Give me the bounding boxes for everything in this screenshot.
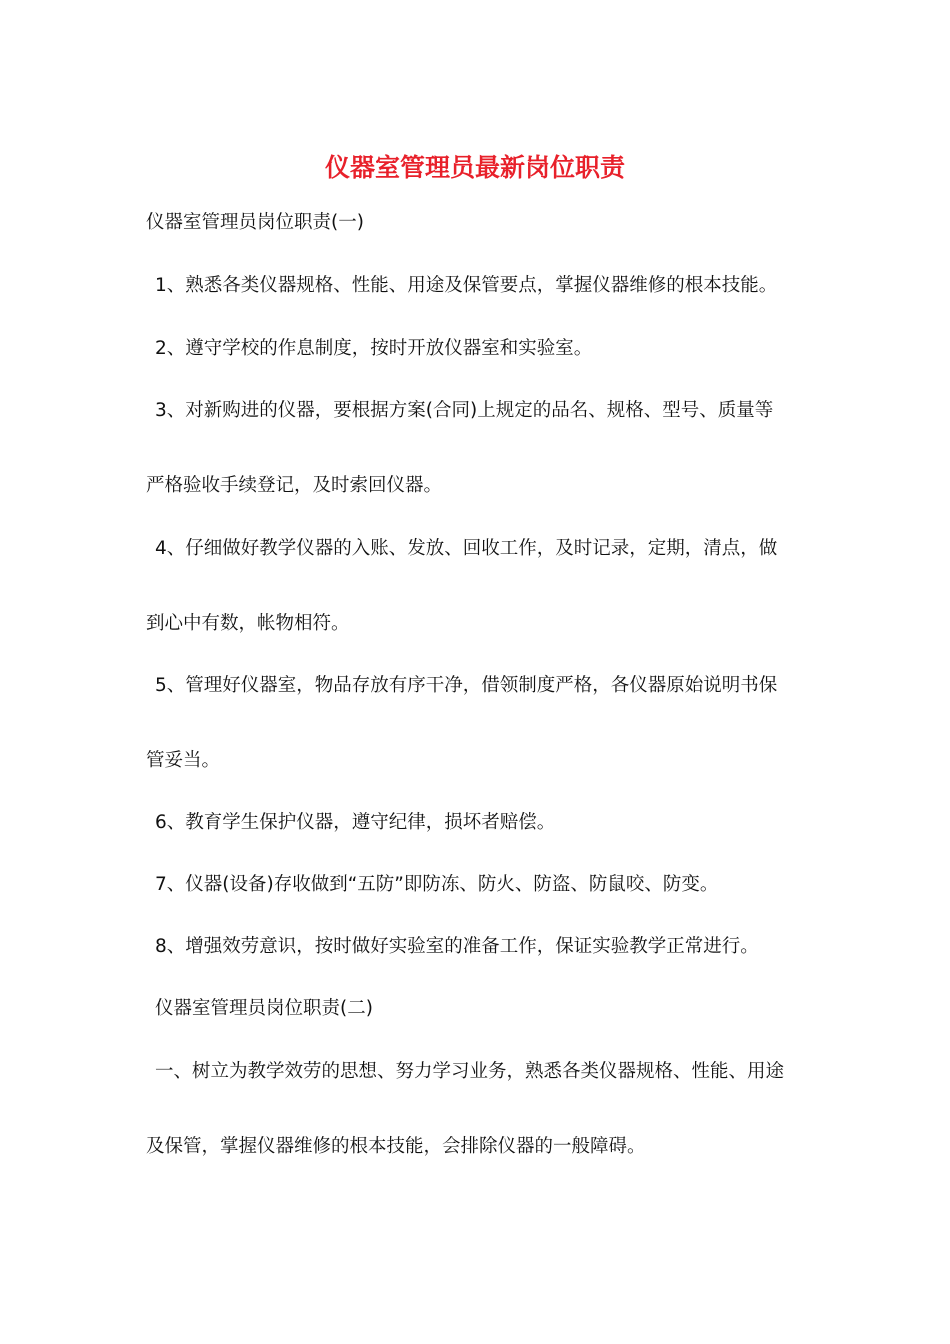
duty-item-1: 1、熟悉各类仪器规格、性能、用途及保管要点，掌握仪器维修的根本技能。 bbox=[155, 275, 778, 296]
duty-item-2: 2、遵守学校的作息制度，按时开放仪器室和实验室。 bbox=[155, 338, 593, 359]
duty-item-5: 5、管理好仪器室，物品存放有序干净，借领制度严格，各仪器原始说明书保 bbox=[155, 675, 778, 696]
section-heading-2: 仪器室管理员岗位职责(二) bbox=[155, 998, 373, 1019]
duty-item-8: 8、增强效劳意识，按时做好实验室的准备工作，保证实验教学正常进行。 bbox=[155, 936, 759, 957]
duty-item-5-continued: 管妥当。 bbox=[146, 750, 221, 771]
duty-item-one: 一、树立为教学效劳的思想、努力学习业务，熟悉各类仪器规格、性能、用途 bbox=[155, 1061, 785, 1082]
duty-item-4: 4、仔细做好教学仪器的入账、发放、回收工作，及时记录，定期，清点，做 bbox=[155, 538, 778, 559]
duty-item-one-continued: 及保管，掌握仪器维修的根本技能，会排除仪器的一般障碍。 bbox=[146, 1136, 646, 1157]
duty-item-3: 3、对新购进的仪器，要根据方案(合同)上规定的品名、规格、型号、质量等 bbox=[155, 400, 774, 421]
document-title: 仪器室管理员最新岗位职责 bbox=[324, 153, 625, 182]
duty-item-3-continued: 严格验收手续登记，及时索回仪器。 bbox=[146, 475, 443, 496]
duty-item-7: 7、仪器(设备)存收做到“五防”即防冻、防火、防盗、防鼠咬、防变。 bbox=[155, 874, 719, 895]
duty-item-4-continued: 到心中有数，帐物相符。 bbox=[146, 613, 350, 634]
duty-item-6: 6、教育学生保护仪器，遵守纪律，损坏者赔偿。 bbox=[155, 812, 556, 833]
section-heading-1: 仪器室管理员岗位职责(一) bbox=[146, 212, 364, 233]
